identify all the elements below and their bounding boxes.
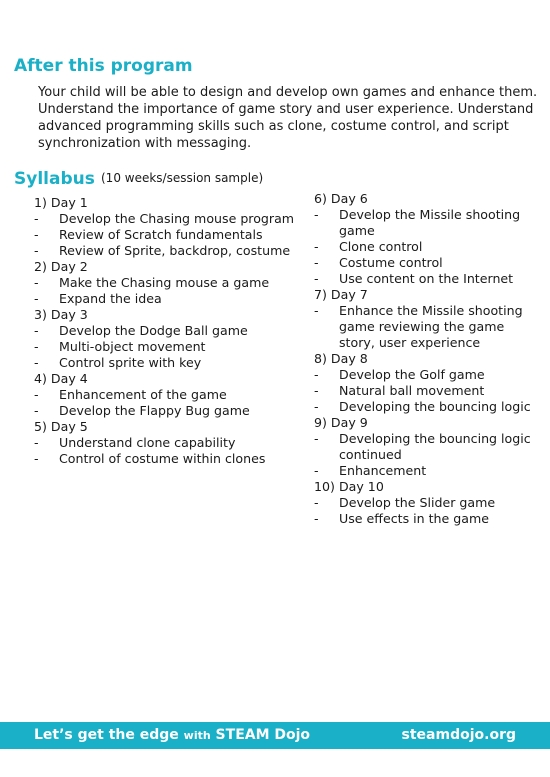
list-item: - Develop the Flappy Bug game	[34, 403, 250, 418]
list-item: - Enhance the Missile shooting game reviewing the game story, user experience	[314, 303, 523, 350]
list-item: - Develop the Slider game	[314, 495, 496, 510]
syllabus-heading: Syllabus	[14, 169, 95, 189]
day-block	[314, 479, 542, 527]
day-heading: 4) Day 4	[34, 371, 88, 386]
list-item: - Use effects in the game	[314, 511, 490, 526]
after-program-heading: After this program	[14, 56, 193, 76]
list-item: - Develop the Dodge Ball game	[34, 323, 248, 338]
day-heading: 8) Day 8	[314, 351, 368, 366]
list-item: - Enhancement	[314, 463, 427, 478]
day-heading: 5) Day 5	[34, 419, 88, 434]
day-block	[314, 191, 542, 287]
footer-website-link[interactable]: steamdojo.org	[401, 727, 516, 743]
syllabus-left-column	[34, 195, 304, 467]
list-item: - Develop the Golf game	[314, 367, 485, 382]
list-item: - Develop the Missile shooting game	[314, 207, 521, 238]
day-heading: 1) Day 1	[34, 195, 88, 210]
list-item: - Make the Chasing mouse a game	[34, 275, 270, 290]
list-item: - Control of costume within clones	[34, 451, 266, 466]
list-item: - Review of Scratch fundamentals	[34, 227, 263, 242]
list-item: - Control sprite with key	[34, 355, 202, 370]
day-heading: 7) Day 7	[314, 287, 368, 302]
day-block	[314, 415, 542, 479]
list-item: - Developing the bouncing logic continued	[314, 431, 531, 462]
list-item: - Multi-object movement	[34, 339, 206, 354]
list-item: - Develop the Chasing mouse program	[34, 211, 295, 226]
list-item: - Expand the idea	[34, 291, 162, 306]
footer-banner	[0, 722, 550, 749]
list-item: - Clone control	[314, 239, 423, 254]
day-block	[314, 287, 542, 351]
list-item: - Costume control	[314, 255, 443, 270]
list-item: - Use content on the Internet	[314, 271, 514, 286]
list-item: - Review of Sprite, backdrop, costume	[34, 243, 291, 258]
day-heading: 3) Day 3	[34, 307, 88, 322]
after-program-description: Your child will be able to design and develop own games and enhance them. Understand the importance of game story and user experience. Understand advanced programming skills such as clone, costume control, and script synchronization with messaging.	[38, 85, 538, 151]
day-block	[34, 307, 304, 371]
day-heading: 10) Day 10	[314, 479, 384, 494]
day-block	[34, 419, 304, 467]
day-block	[34, 371, 304, 419]
day-block	[34, 259, 304, 307]
day-heading: 9) Day 9	[314, 415, 368, 430]
list-item: - Developing the bouncing logic	[314, 399, 531, 414]
list-item: - Natural ball movement	[314, 383, 485, 398]
footer-tagline: Let’s get the edge with STEAM Dojo	[34, 727, 311, 743]
list-item: - Enhancement of the game	[34, 387, 227, 402]
day-heading: 6) Day 6	[314, 191, 368, 206]
day-heading: 2) Day 2	[34, 259, 88, 274]
syllabus-right-column	[314, 191, 542, 527]
syllabus-subtitle: (10 weeks/session sample)	[101, 171, 264, 185]
list-item: - Understand clone capability	[34, 435, 236, 450]
day-block	[34, 195, 304, 259]
day-block	[314, 351, 542, 415]
